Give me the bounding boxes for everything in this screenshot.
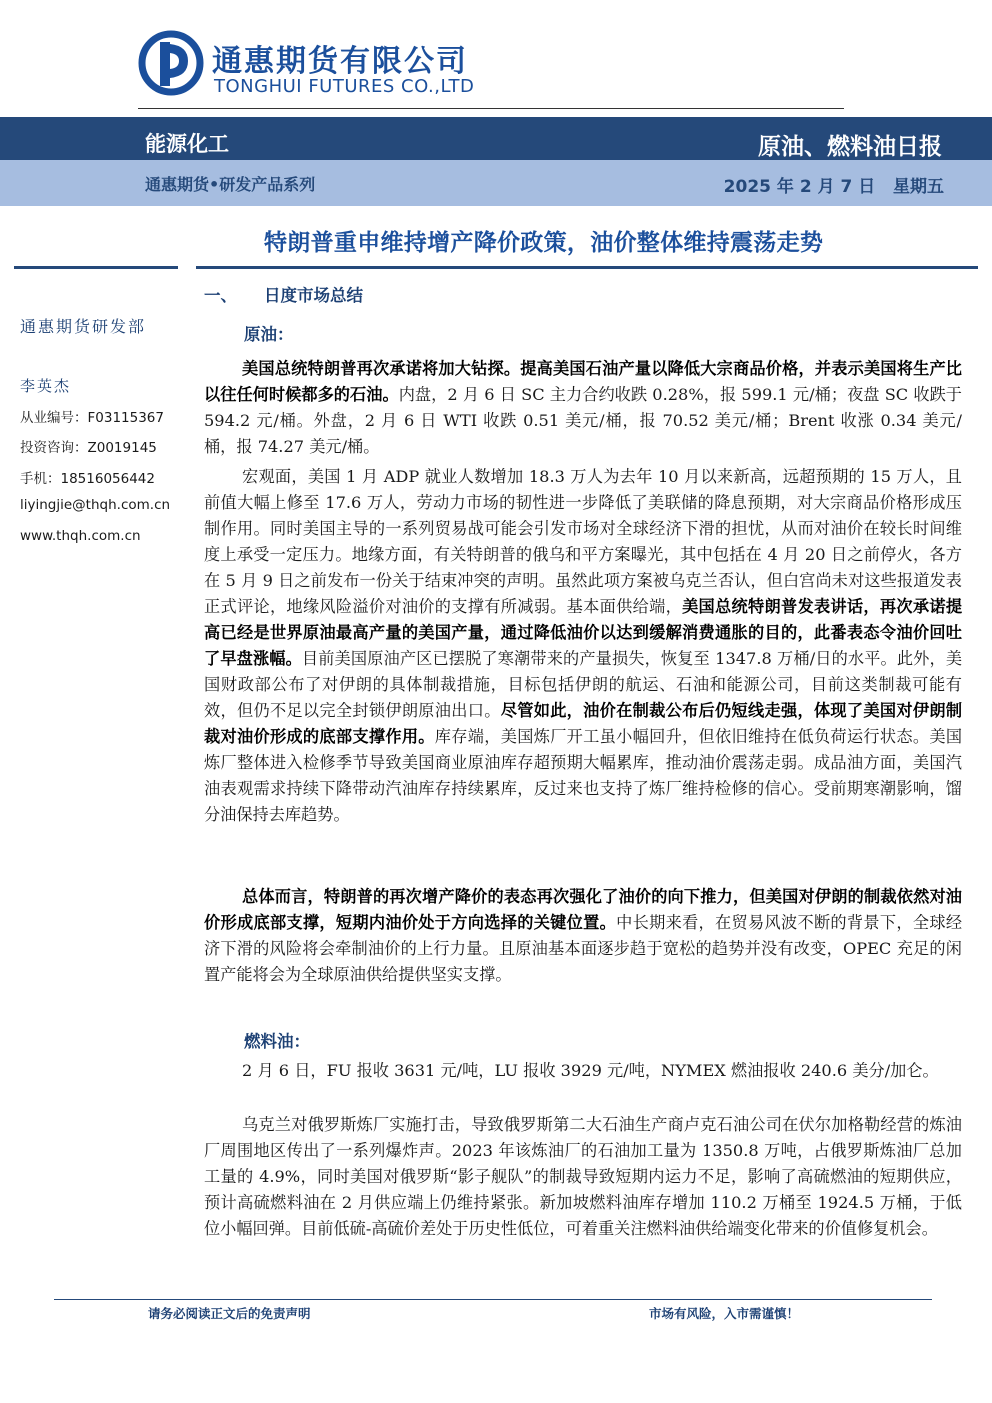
paragraph [204,1112,962,1242]
header-divider [138,108,844,109]
tonghui-logo-icon [138,30,204,96]
subheading-crude: 原油： [244,325,294,344]
phone-number: 手机：18516056442 [20,471,155,487]
emphasis-text: 尽管如此，油价在制裁公布后仍短线走强，体现了美国对伊朗制裁对油价形成的底部支撑作用。 [204,701,963,746]
subheading-fuel-oil: 燃料油： [244,1032,310,1051]
headline: 特朗普重申维持增产降价政策，油价整体维持震荡走势 [264,230,824,256]
company-name-cn: 通惠期货有限公司 [212,44,468,79]
license-number: 从业编号：F03115367 [20,410,164,426]
section-heading [204,282,363,306]
paragraph [204,464,962,828]
body-text: 宏观面，美国 1 月 ADP 就业人数增加 18.3 万人为去年 10 月以来新高，远超预期的 15 万人，且前值大幅上修至 17.6 万人，劳动力市场的韧性进一步降低了美联储的降息预期，对大宗商品价格形成压制作用。同时美国主导的一系列贸易战可能会引发市场对全球经济下滑的担忧，从而对油价在较长时间维度上承受一定压力。地缘方面，有关特朗普的俄乌和平方案曝光，其中包括在 4 月 20 日之前停火，各方在 5 月 9 日之前发布一份关于结束冲突的声明。虽然此项方案被乌克兰否认，但白宫尚未对这些报道发表正式评论，地缘风险溢价对油价的支撑有所减弱。基本面供给端， [204,467,962,616]
website-link[interactable]: www.thqh.com.cn [20,528,141,544]
sidebar-divider [14,266,178,269]
paragraph [204,1058,962,1084]
consult-number: 投资咨询：Z0019145 [20,440,157,456]
department-name: 通惠期货研发部 [20,317,147,336]
body-text: 中长期来看，在贸易风波不断的背景下，全球经济下滑的风险将会牵制油价的上行力量。且原油基本面逐步趋于宽松的趋势并没有改变，OPEC 充足的闲置产能将会为全球原油供给提供坚实支撑。 [204,913,963,984]
disclaimer-link[interactable]: 请务必阅读正文后的免责声明 [148,1306,311,1321]
report-category: 能源化工 [145,132,229,156]
company-name-en: TONGHUI FUTURES CO.,LTD [214,76,475,97]
body-text: 2 月 6 日，FU 报收 3631 元/吨，LU 报收 3929 元/吨，NYMEX 燃油报收 240.6 美分/加仑。 [242,1061,939,1080]
section-title: 日度市场总结 [264,286,363,305]
paragraph [204,884,962,988]
emphasis-text: 美国总统特朗普再次承诺将加大钻探。提高美国石油产量以降低大宗商品价格，并表示美国将生产比以往任何时候都多的石油。 [204,359,962,404]
body-text: 库存端，美国炼厂开工虽小幅回升，但依旧维持在低负荷运行状态。美国炼厂整体进入检修季节导致美国商业原油库存超预期大幅累库，推动油价震荡走弱。成品油方面，美国汽油表观需求持续下降带动汽油库存持续累库，反过来也支持了炼厂维持检修的信心。受前期寒潮影响，馏分油保持去库趋势。 [204,727,963,824]
email-link[interactable]: liyingjie@thqh.com.cn [20,497,171,513]
body-text: 乌克兰对俄罗斯炼厂实施打击，导致俄罗斯第二大石油生产商卢克石油公司在伏尔加格勒经营的炼油厂周围地区传出了一系列爆炸声。2023 年该炼油厂的石油加工量为 1350.8 万吨，占俄罗斯炼油厂总加工量的 4.9%，同时美国对俄罗斯“影子舰队”的制裁导致短期内运力不足，影响了高硫燃油的短期供应，预计高硫燃料油在 2 月供应端上仍维持紧张。新加坡燃料油库存增加 110.2 万桶至 1924.5 万桶，于低位小幅回弹。目前低硫-高硫价差处于历史性低位，可着重关注燃料油供给端变化带来的价值修复机会。 [204,1115,962,1238]
analyst-name: 李英杰 [20,377,72,395]
section-number: 一、 [204,286,237,305]
emphasis-text: 总体而言，特朗普的再次增产降价的表态再次强化了油价的向下推力，但美国对伊朗的制裁依然对油价形成底部支撑，短期内油价处于方向选择的关键位置。 [204,887,962,932]
paragraph [204,356,962,460]
body-text: 内盘，2 月 6 日 SC 主力合约收跌 0.28%，报 599.1 元/桶；夜盘 SC 收跌于 594.2 元/桶。外盘，2 月 6 日 WTI 收跌 0.51 美元/桶，报 70.52 美元/桶；Brent 收涨 0.34 美元/桶，报 74.27 美元/桶。 [204,385,962,456]
footer-divider [54,1299,932,1300]
report-date: 2025 年 2 月 7 日 星期五 [723,177,944,197]
report-title: 原油、燃料油日报 [758,134,942,160]
risk-warning: 市场有风险，入市需谨慎！ [649,1306,800,1321]
main-divider [196,266,978,269]
body-text: 目前美国原油产区已摆脱了寒潮带来的产量损失，恢复至 1347.8 万桶/日的水平。此外，美国财政部公布了对伊朗的具体制裁措施，目标包括伊朗的航运、石油和能源公司，目前这类制裁可能有效，但仍不足以完全封锁伊朗原油出口。 [204,649,963,720]
report-series: 通惠期货•研发产品系列 [145,175,316,194]
emphasis-text: 美国总统特朗普发表讲话，再次承诺提高已经是世界原油最高产量的美国产量，通过降低油价以达到缓解消费通胀的目的，此番表态令油价回吐了早盘涨幅。 [204,597,963,668]
